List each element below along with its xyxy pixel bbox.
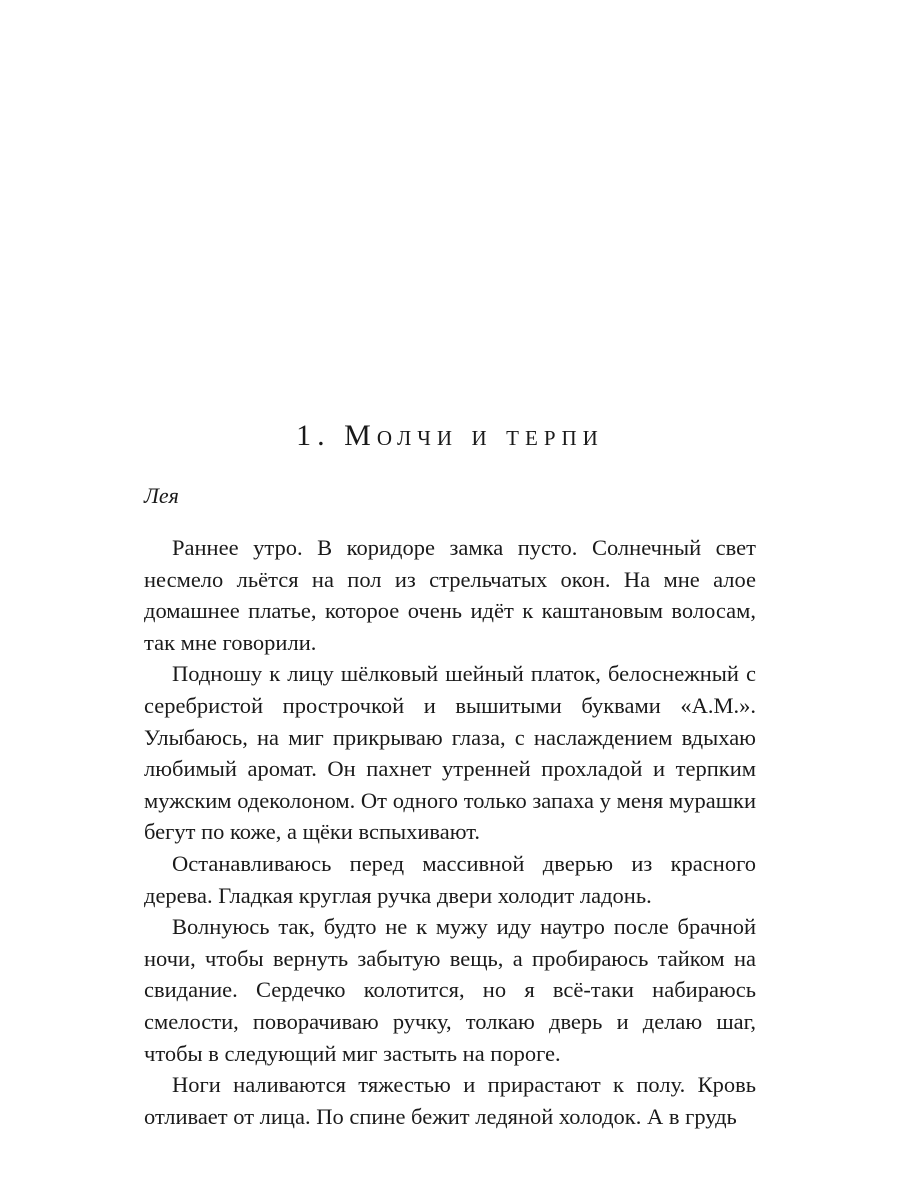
paragraph-1: Раннее утро. В коридоре замка пусто. Солнечный свет несмело льётся на пол из стрельчатых окон. На мне алое домашнее платье, которое очень идёт к каштановым волосам, так мне говорили.: [144, 535, 756, 655]
paragraph-2: Подношу к лицу шёлковый шейный платок, белоснежный с серебристой прострочкой и вышитыми буквами «А.М.». Улыбаюсь, на миг прикрываю глаза, с наслаждением вдыхаю любимый аромат. Он пахнет утренней прохладой и терпким мужским одеколоном. От одного только запаха у меня мурашки бегут по коже, а щёки вспыхивают.: [144, 661, 756, 845]
chapter-body: [144, 532, 756, 1132]
chapter-title: 1. Молчи и терпи: [296, 419, 604, 452]
pov-character-name: Лея: [144, 483, 179, 508]
paragraph-3: Останавливаюсь перед массивной дверью из красного дерева. Гладкая круглая ручка двери холодит ладонь.: [144, 850, 756, 908]
paragraph-5: Ноги наливаются тяжестью и прирастают к полу. Кровь отливает от лица. По спине бежит ледяной холодок. А в грудь: [144, 1072, 756, 1129]
paragraph-4: Волнуюсь так, будто не к мужу иду наутро после брачной ночи, чтобы вернуть забытую вещь, а пробираюсь тайком на свидание. Сердечко колотится, но я всё-таки набираюсь смелости, поворачиваю ручку, толкаю дверь и делаю шаг, чтобы в следующий миг застыть на пороге.: [144, 914, 756, 1066]
